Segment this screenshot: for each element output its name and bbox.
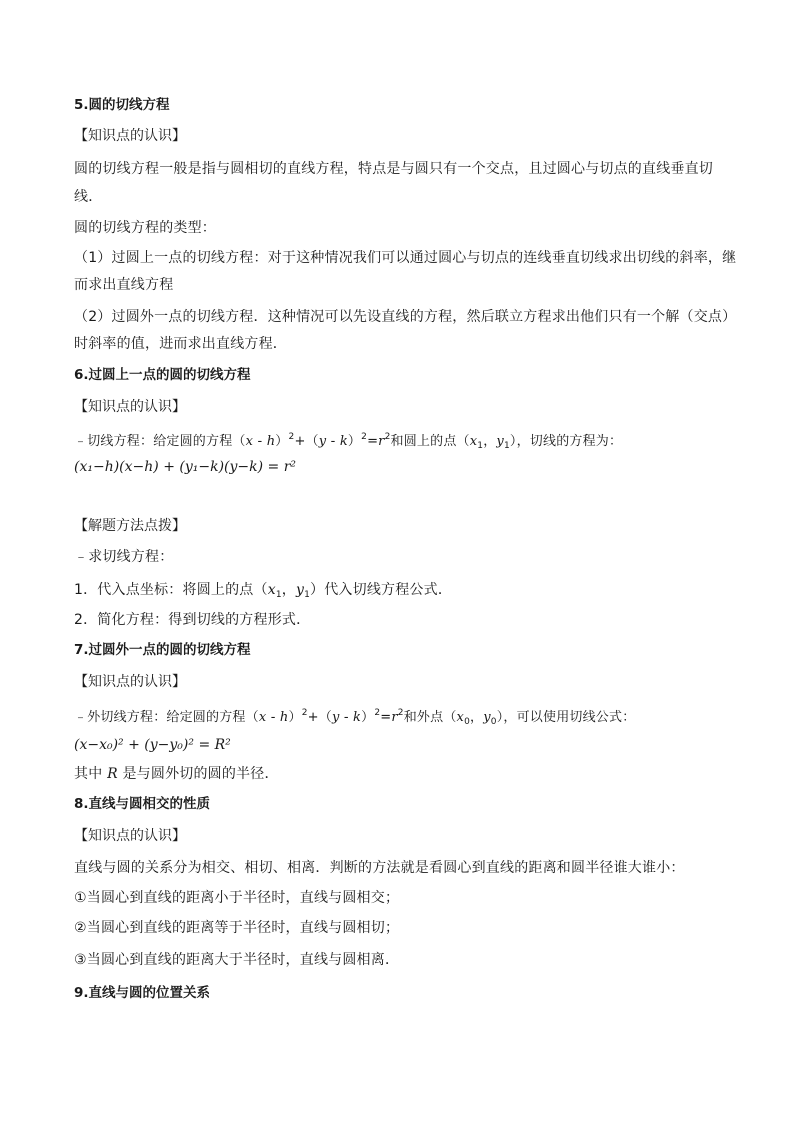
section-5-paragraph-3a: （1）过圆上一点的切线方程：对于这种情况我们可以通过圆心与切点的连线垂直切线求出切线的斜率，继 xyxy=(74,250,737,266)
section-8-case-3: ③当圆心到直线的距离大于半径时，直线与圆相离． xyxy=(74,952,400,968)
section-8-case-2: ②当圆心到直线的距离等于半径时，直线与圆相切； xyxy=(74,920,400,936)
section-9-heading: 9.直线与圆的位置关系 xyxy=(74,985,211,1001)
section-5-paragraph-4a: （2）过圆外一点的切线方程．这种情况可以先设直线的方程，然后联立方程求出他们只有一个解（交点） xyxy=(74,309,737,325)
section-6-method-tag: 【解题方法点拨】 xyxy=(74,518,186,534)
section-6-method-1: 1．代入点坐标：将圆上的点（$x_1$，$y_1$）代入切线方程公式． xyxy=(74,582,453,600)
section-7-formula: (x−x₀)² + (y−y₀)² = R² xyxy=(74,737,231,753)
section-6-tag: 【知识点的认识】 xyxy=(74,399,186,415)
section-7-definition: ﹣外切线方程：给定圆的方程$(x - h)^2+(y - k)^2=r^2$和外点（$x_0$，$y_0$），可以使用切线公式： xyxy=(74,708,636,727)
section-7-note: 其中 R 是与圆外切的圆的半径． xyxy=(74,766,279,782)
section-8-tag: 【知识点的认识】 xyxy=(74,828,186,844)
section-5-paragraph-1a: 圆的切线方程一般是指与圆相切的直线方程，特点是与圆只有一个交点，且过圆心与切点的直线垂直切 xyxy=(74,161,713,177)
section-6-method-0: ﹣求切线方程： xyxy=(74,549,174,565)
section-6-definition: ﹣切线方程：给定圆的方程$(x - h)^2+(y - k)^2=r^2$和圆上的点（$x_1$，$y_1$），切线的方程为： xyxy=(74,432,623,451)
section-5-paragraph-3b: 而求出直线方程 xyxy=(74,277,174,293)
section-5-heading: 5.圆的切线方程 xyxy=(74,97,170,113)
section-5-paragraph-4b: 时斜率的值，进而求出直线方程． xyxy=(74,336,287,352)
section-8-heading: 8.直线与圆相交的性质 xyxy=(74,796,211,812)
section-8-paragraph-1: 直线与圆的关系分为相交、相切、相离．判断的方法就是看圆心到直线的距离和圆半径谁大谁小： xyxy=(74,860,685,876)
section-6-formula: (x₁−h)(x−h) + (y₁−k)(y−k) = r² xyxy=(74,459,297,475)
section-7-heading: 7.过圆外一点的圆的切线方程 xyxy=(74,642,251,658)
section-8-case-1: ①当圆心到直线的距离小于半径时，直线与圆相交； xyxy=(74,890,400,906)
section-6-method-2: 2．简化方程：得到切线的方程形式． xyxy=(74,612,311,628)
section-7-tag: 【知识点的认识】 xyxy=(74,674,186,690)
section-5-paragraph-2: 圆的切线方程的类型： xyxy=(74,220,216,236)
section-5-tag: 【知识点的认识】 xyxy=(74,128,186,144)
section-5-paragraph-1b: 线． xyxy=(74,189,103,205)
section-6-heading: 6.过圆上一点的圆的切线方程 xyxy=(74,367,251,383)
